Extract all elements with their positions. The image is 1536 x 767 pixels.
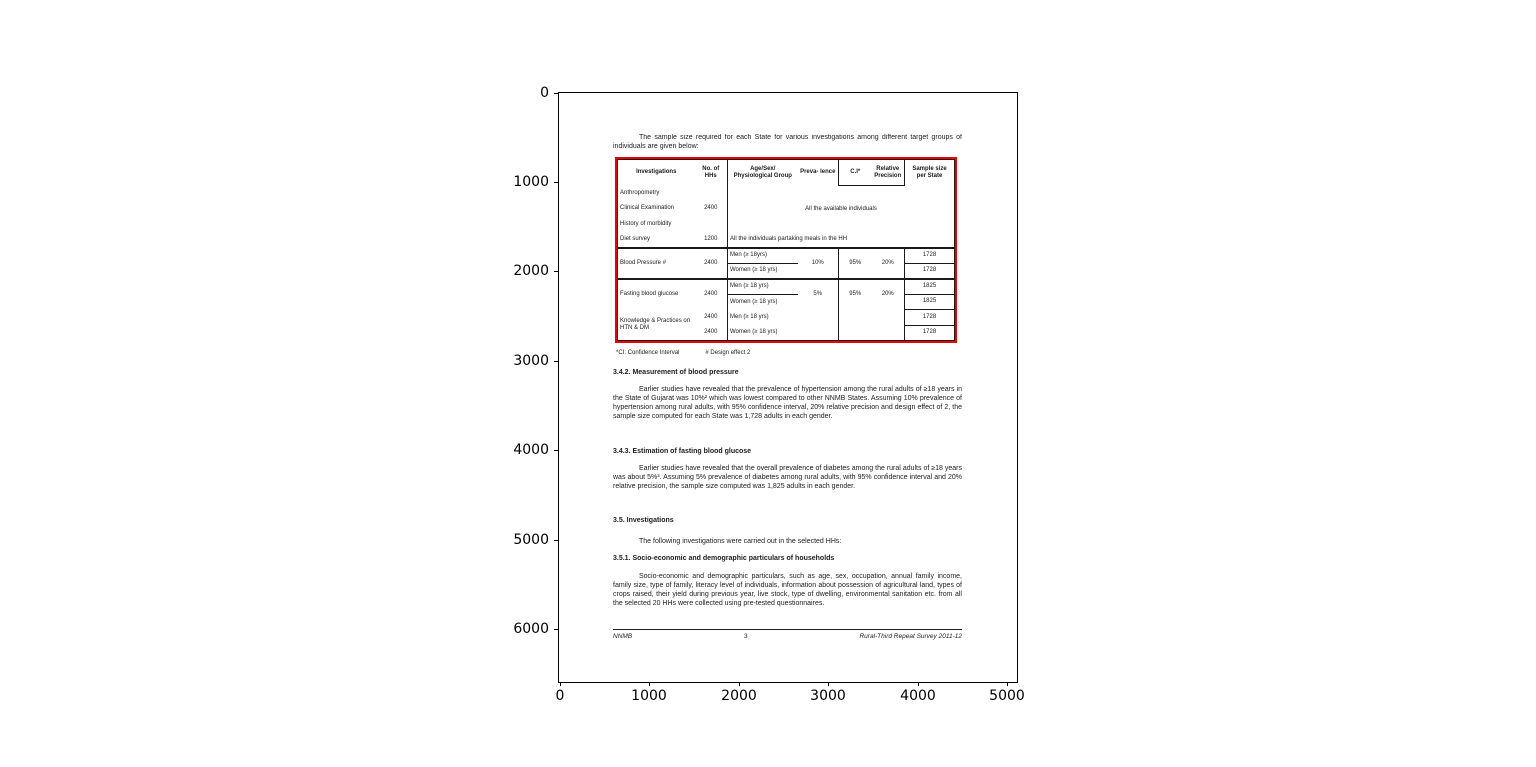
cell-ci: 95% — [839, 248, 872, 279]
cell-group-women: Women (≥ 18 yrs) — [728, 263, 798, 279]
y-tick-label: 3000 — [513, 353, 549, 369]
footer-org: NNMB — [613, 633, 633, 640]
cell-group-men: Men (≥ 18 yrs) — [728, 279, 798, 295]
col-header-no-of-hhs: No. of HHs — [702, 165, 720, 179]
cell-hhs: 2400 — [704, 205, 718, 212]
col-header-relative-precision: Relative Precision — [872, 160, 905, 186]
table-header-row — [618, 160, 955, 186]
y-tick — [554, 629, 558, 630]
cell-prevalence: 5% — [798, 279, 839, 310]
col-header-sample-size: Sample size per State — [905, 160, 955, 186]
cell-sample-size: 1825 — [905, 294, 955, 310]
section-body-35: The following investigations were carried out in the selected HHs: — [639, 538, 842, 545]
cell-relative-precision-empty — [872, 310, 905, 341]
cell-investigation: Diet survey — [620, 235, 651, 242]
cell-hhs: 2400 — [704, 329, 718, 335]
table-highlight-box — [615, 157, 957, 343]
section-heading-343: 3.4.3. Estimation of fasting blood glucose — [613, 448, 752, 455]
cell-sample-size: 1728 — [905, 248, 955, 264]
table-row-fasting-glucose — [618, 279, 955, 295]
table-row — [618, 232, 955, 248]
y-tick-label: 2000 — [513, 263, 549, 279]
cell-ci-empty — [839, 310, 872, 341]
cell-all-available: All the available individuals — [728, 186, 955, 233]
footnote-ci: *CI: Confidence Interval — [616, 350, 680, 356]
table-footnote — [616, 350, 750, 356]
y-tick-label: 0 — [540, 85, 549, 101]
cell-group-men: Men (≥ 18 yrs) — [728, 310, 798, 326]
section-heading-351: 3.5.1. Socio-economic and demographic particulars of households — [613, 555, 835, 562]
x-tick-label: 1000 — [631, 688, 667, 704]
cell-investigation: Clinical Examination — [620, 205, 675, 212]
y-tick — [554, 182, 558, 183]
cell-prevalence: 10% — [798, 248, 839, 279]
footer-page-number: 3 — [744, 633, 748, 640]
cell-hhs — [695, 217, 728, 233]
x-tick-label: 0 — [555, 688, 565, 704]
cell-investigation: Fasting blood glucose — [618, 279, 695, 310]
y-tick-label: 5000 — [513, 532, 549, 548]
section-body-342: Earlier studies have revealed that the prevalence of hypertension among the rural adults of ≥18 years in the State of Gujarat was 10%² which was lowest compared to other NNMB States. Assuming 10% prevalence of hypertension among rural adults, with 95% confidence interval, 20% relative precision and design effect of 2, the sample size computed for each State was 1,728 adults in each gender. — [613, 386, 962, 420]
section-heading-342: 3.4.2. Measurement of blood pressure — [613, 369, 739, 376]
document-page — [559, 93, 1017, 682]
x-tick-label: 4000 — [900, 688, 936, 704]
col-header-prevalence: Preva- lence — [800, 169, 836, 176]
y-tick — [554, 93, 558, 94]
cell-relative-precision: 20% — [872, 248, 905, 279]
x-tick — [560, 682, 561, 686]
x-tick-label: 2000 — [721, 688, 757, 704]
cell-group-women: Women (≥ 18 yrs) — [728, 294, 798, 310]
intro-paragraph: The sample size required for each State for various investigations among different target groups of individuals are given below: — [613, 134, 962, 150]
y-tick — [554, 271, 558, 272]
section-body-351: Socio-economic and demographic particulars, such as age, sex, occupation, annual family income, family size, type of family, literacy level of individuals, information about possession of agricultural land, types of crops raised, their yield during previous year, live stock, type of dwelling, environmental sanitation etc. from all the selected 20 HHs were collected using pre-tested questionnaires. — [613, 573, 962, 607]
sample-size-table — [617, 159, 955, 341]
table-row-knowledge-practices — [618, 310, 955, 326]
table-row — [618, 186, 955, 202]
cell-sample-size: 1728 — [905, 310, 955, 326]
cell-relative-precision: 20% — [872, 279, 905, 310]
x-tick — [918, 682, 919, 686]
cell-investigation: Knowledge & Practices on HTN & DM — [620, 317, 691, 331]
col-header-ci: C.I* — [839, 160, 872, 186]
cell-sample-size: 1825 — [905, 279, 955, 295]
cell-sample-size: 1728 — [905, 263, 955, 279]
cell-hhs: 1200 — [704, 235, 718, 242]
cell-hhs: 2400 — [704, 313, 718, 320]
cell-investigation: History of morbidity — [620, 220, 672, 227]
cell-investigation: Blood Pressure # — [618, 248, 695, 279]
cell-hhs: 2400 — [695, 248, 728, 279]
y-tick-label: 1000 — [513, 174, 549, 190]
cell-hhs — [695, 186, 728, 202]
footnote-design-effect: # Design effect 2 — [705, 350, 751, 356]
col-header-age-sex: Age/Sex/ Physiological Group — [728, 160, 798, 186]
x-tick — [1007, 682, 1008, 686]
cell-investigation: Anthropometry — [620, 189, 660, 196]
cell-group-men: Men (≥ 18yrs) — [728, 248, 798, 264]
x-tick — [828, 682, 829, 686]
y-tick — [554, 540, 558, 541]
axes-frame — [558, 92, 1018, 683]
x-tick — [739, 682, 740, 686]
x-tick — [649, 682, 650, 686]
footer-survey-title: Rural-Third Repeat Survey 2011-12 — [859, 633, 962, 640]
cell-partaking: All the individuals partaking meals in the HH — [728, 232, 955, 248]
cell-ci: 95% — [839, 279, 872, 310]
y-tick-label: 4000 — [513, 442, 549, 458]
col-header-investigations: Investigations — [636, 169, 677, 176]
cell-sample-size: 1728 — [905, 325, 955, 341]
table-row-blood-pressure — [618, 248, 955, 264]
y-tick — [554, 361, 558, 362]
cell-group-women: Women (≥ 18 yrs) — [728, 325, 798, 341]
x-tick-label: 5000 — [989, 688, 1025, 704]
section-heading-35: 3.5. Investigations — [613, 517, 674, 524]
y-tick-label: 6000 — [513, 621, 549, 637]
x-tick-label: 3000 — [810, 688, 846, 704]
cell-hhs: 2400 — [695, 279, 728, 310]
page-footer — [613, 629, 962, 640]
cell-prevalence-empty — [798, 310, 839, 341]
y-tick — [554, 450, 558, 451]
section-body-343: Earlier studies have revealed that the overall prevalence of diabetes among the rural adults of ≥18 years was about 5%³. Assuming 5% prevalence of diabetes among rural adults, with 95% confidence interval and 20% relative precision, the sample size computed was 1,825 adults in each gender. — [613, 465, 962, 490]
